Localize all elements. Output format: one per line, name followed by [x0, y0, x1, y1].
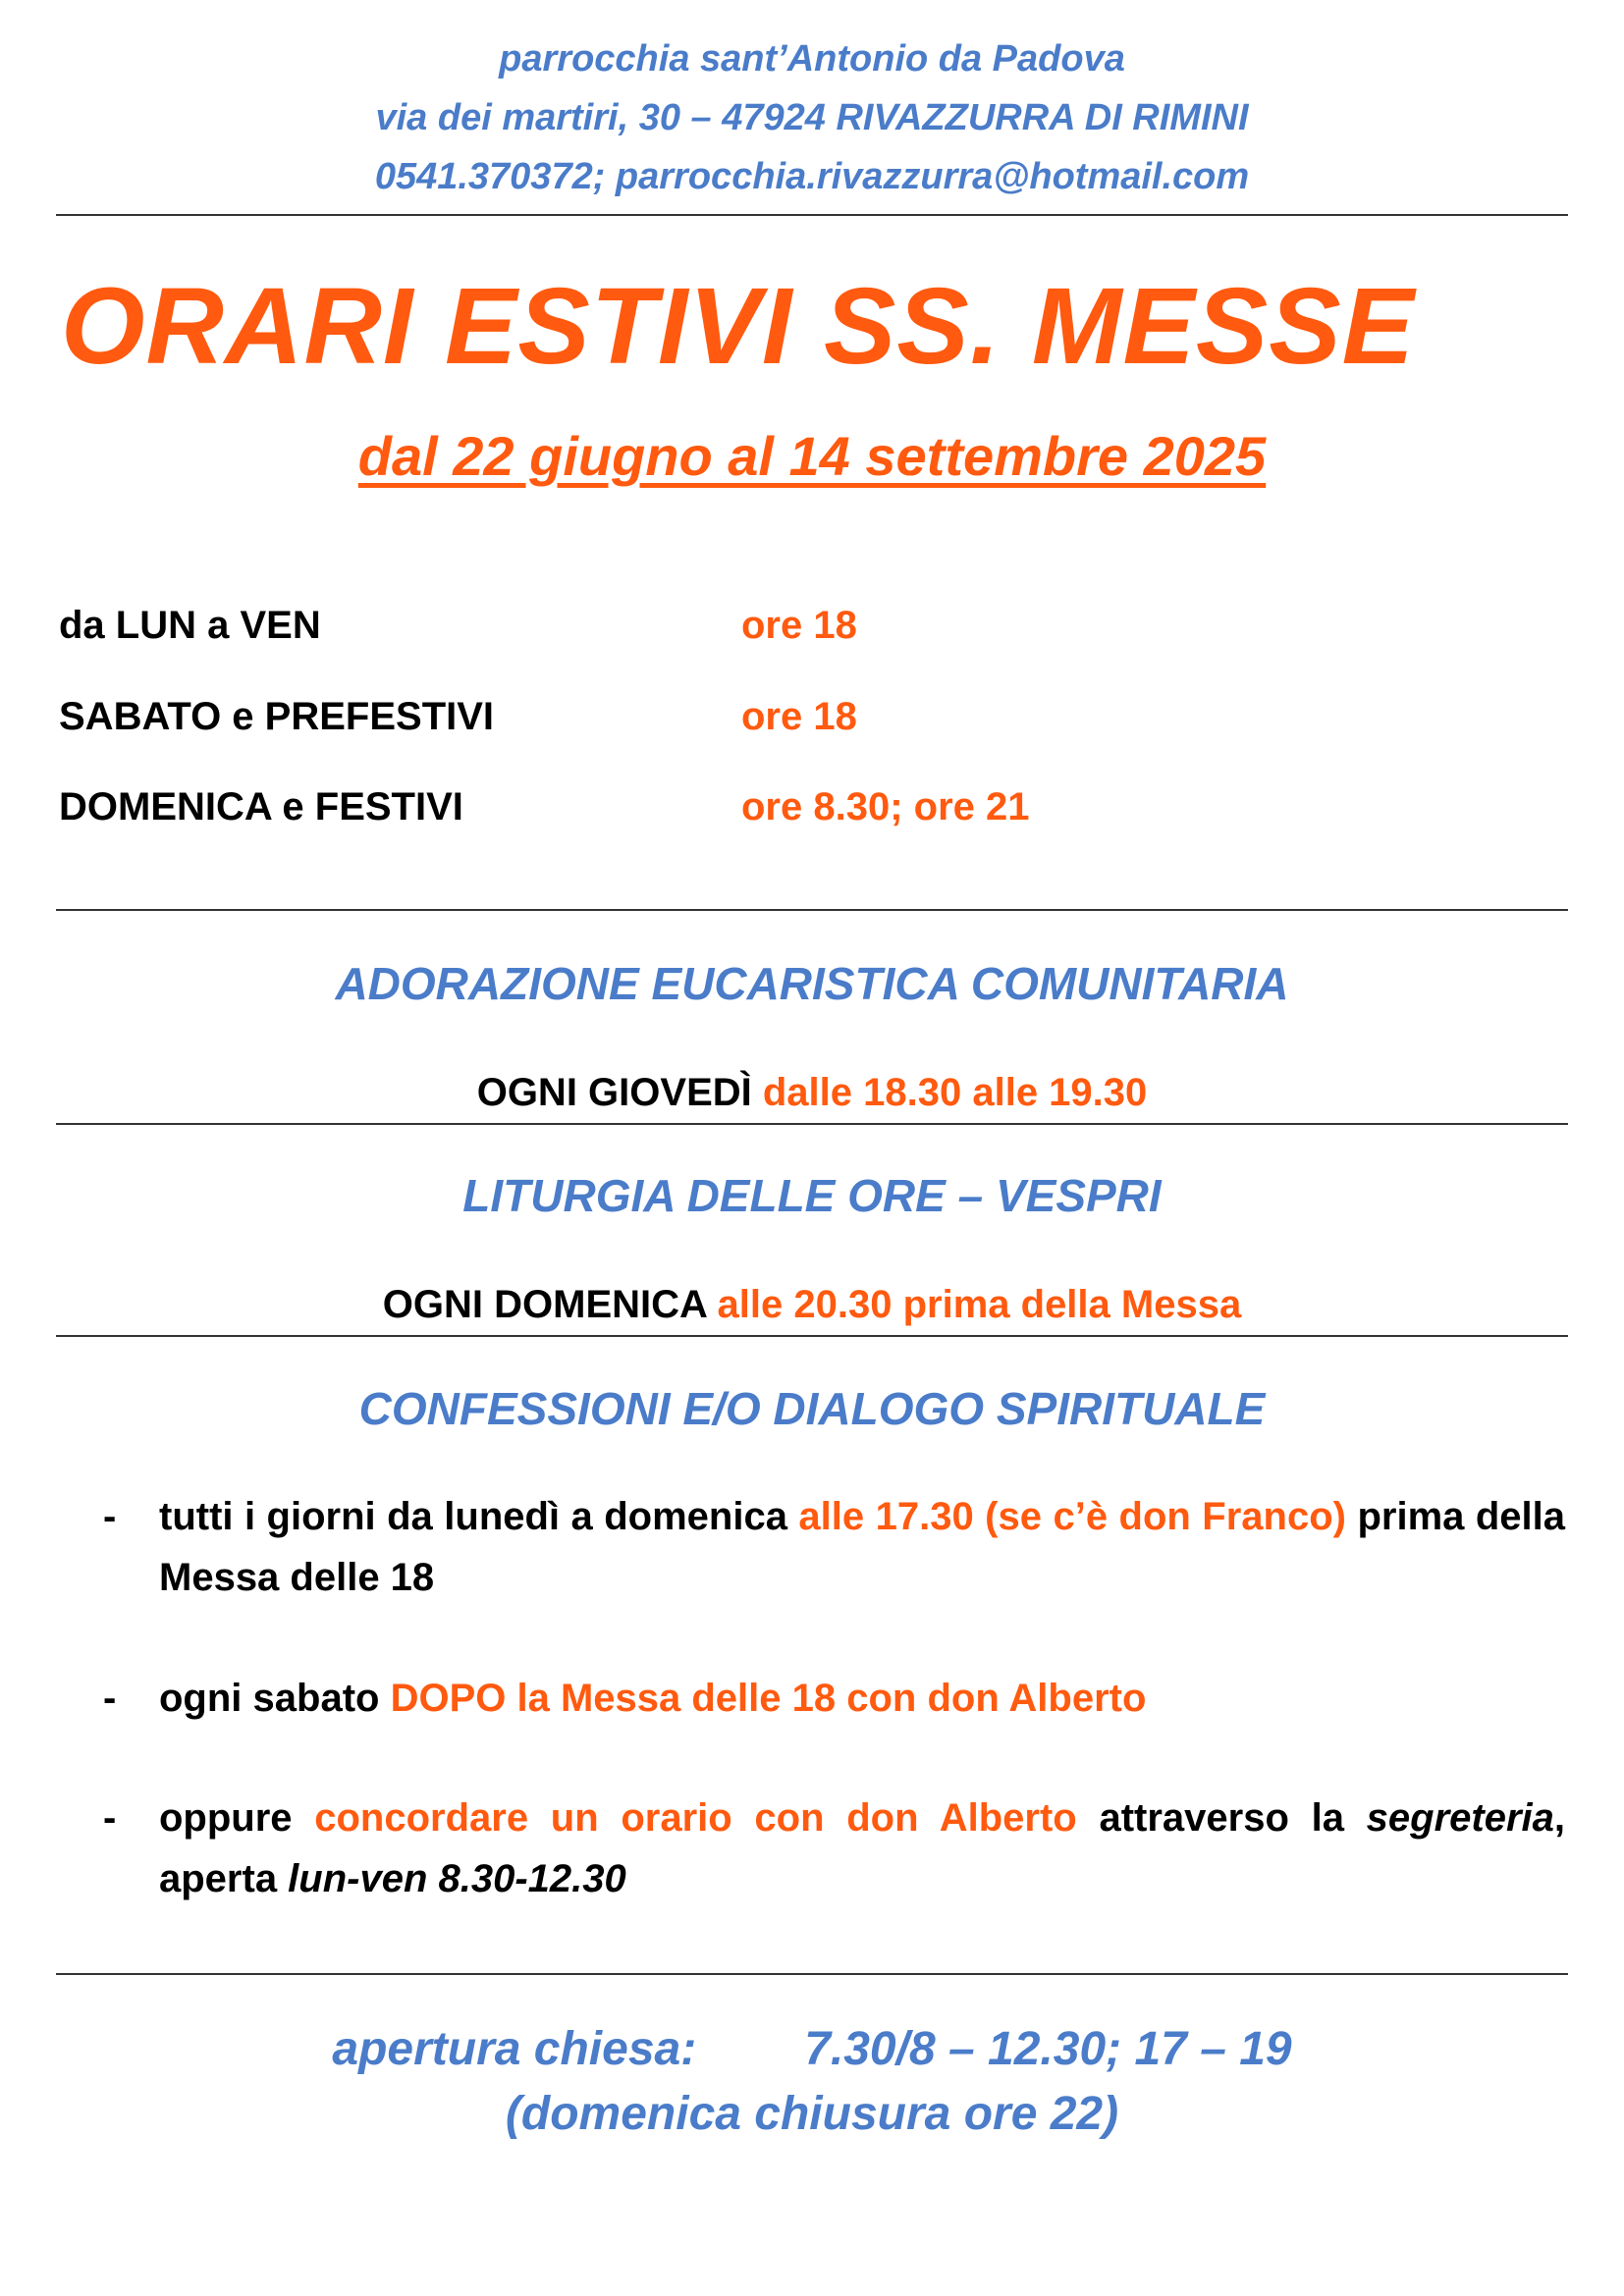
schedule-label-sunday: DOMENICA e FESTIVI [59, 785, 463, 828]
church-hours-value: 7.30/8 – 12.30; 17 – 19 [804, 2023, 1292, 2075]
church-closing-note: (domenica chiusura ore 22) [505, 2088, 1119, 2140]
item-text: ogni sabato [159, 1677, 391, 1720]
item-text: tutti i giorni da lunedì a domenica [159, 1495, 799, 1538]
item-highlight: DOPO la Messa delle 18 con don Alberto [390, 1677, 1147, 1720]
schedule-time-weekdays: ore 18 [741, 604, 857, 647]
divider [56, 214, 1568, 216]
confessioni-title: CONFESSIONI E/O DIALOGO SPIRITUALE [358, 1383, 1266, 1434]
parish-name: parrocchia sant’Antonio da Padova [499, 38, 1125, 80]
item-text: attraverso la [1076, 1796, 1367, 1840]
divider [56, 1973, 1568, 1975]
page-title: ORARI ESTIVI SS. MESSE [61, 266, 1415, 387]
date-range: dal 22 giugno al 14 settembre 2025 [357, 425, 1267, 487]
liturgia-line [56, 1280, 1568, 1329]
list-bullet: - [103, 1677, 117, 1720]
list-item [159, 1788, 1565, 1909]
liturgia-title: LITURGIA DELLE ORE – VESPRI [462, 1170, 1162, 1221]
item-text: , aperta [159, 1796, 1565, 1900]
list-bullet: - [103, 1796, 117, 1840]
item-highlight: concordare un orario con don Alberto [314, 1796, 1077, 1840]
divider [56, 1335, 1568, 1337]
divider [56, 1123, 1568, 1125]
schedule-label-saturday: SABATO e PREFESTIVI [59, 695, 495, 738]
adorazione-line [56, 1068, 1568, 1117]
church-hours-label: apertura chiesa: [332, 2023, 697, 2075]
item-text: prima della Messa delle 18 [159, 1495, 1565, 1599]
item-text: segreteria [1366, 1796, 1554, 1840]
adorazione-time: dalle 18.30 alle 19.30 [762, 1071, 1148, 1114]
liturgia-day: OGNI DOMENICA [382, 1283, 707, 1326]
liturgia-time: alle 20.30 prima della Messa [717, 1283, 1242, 1326]
list-bullet: - [103, 1495, 117, 1538]
divider [56, 909, 1568, 911]
item-text: oppure [159, 1796, 315, 1840]
schedule-time-saturday: ore 18 [741, 695, 857, 738]
church-hours [56, 2020, 1568, 2079]
adorazione-title: ADORAZIONE EUCARISTICA COMUNITARIA [335, 958, 1289, 1009]
list-item [159, 1486, 1565, 1608]
item-text: lun-ven 8.30-12.30 [288, 1857, 626, 1900]
schedule-time-sunday: ore 8.30; ore 21 [741, 785, 1030, 828]
adorazione-day: OGNI GIOVEDÌ [476, 1071, 752, 1114]
item-highlight: alle 17.30 (se c’è don Franco) [798, 1495, 1346, 1538]
schedule-label-weekdays: da LUN a VEN [59, 604, 321, 647]
parish-address: via dei martiri, 30 – 47924 RIVAZZURRA DI RIMINI [375, 97, 1249, 138]
list-item [159, 1668, 1565, 1729]
parish-header [56, 29, 1568, 206]
parish-contacts: 0541.370372; parrocchia.rivazzurra@hotmail.com [374, 156, 1250, 197]
